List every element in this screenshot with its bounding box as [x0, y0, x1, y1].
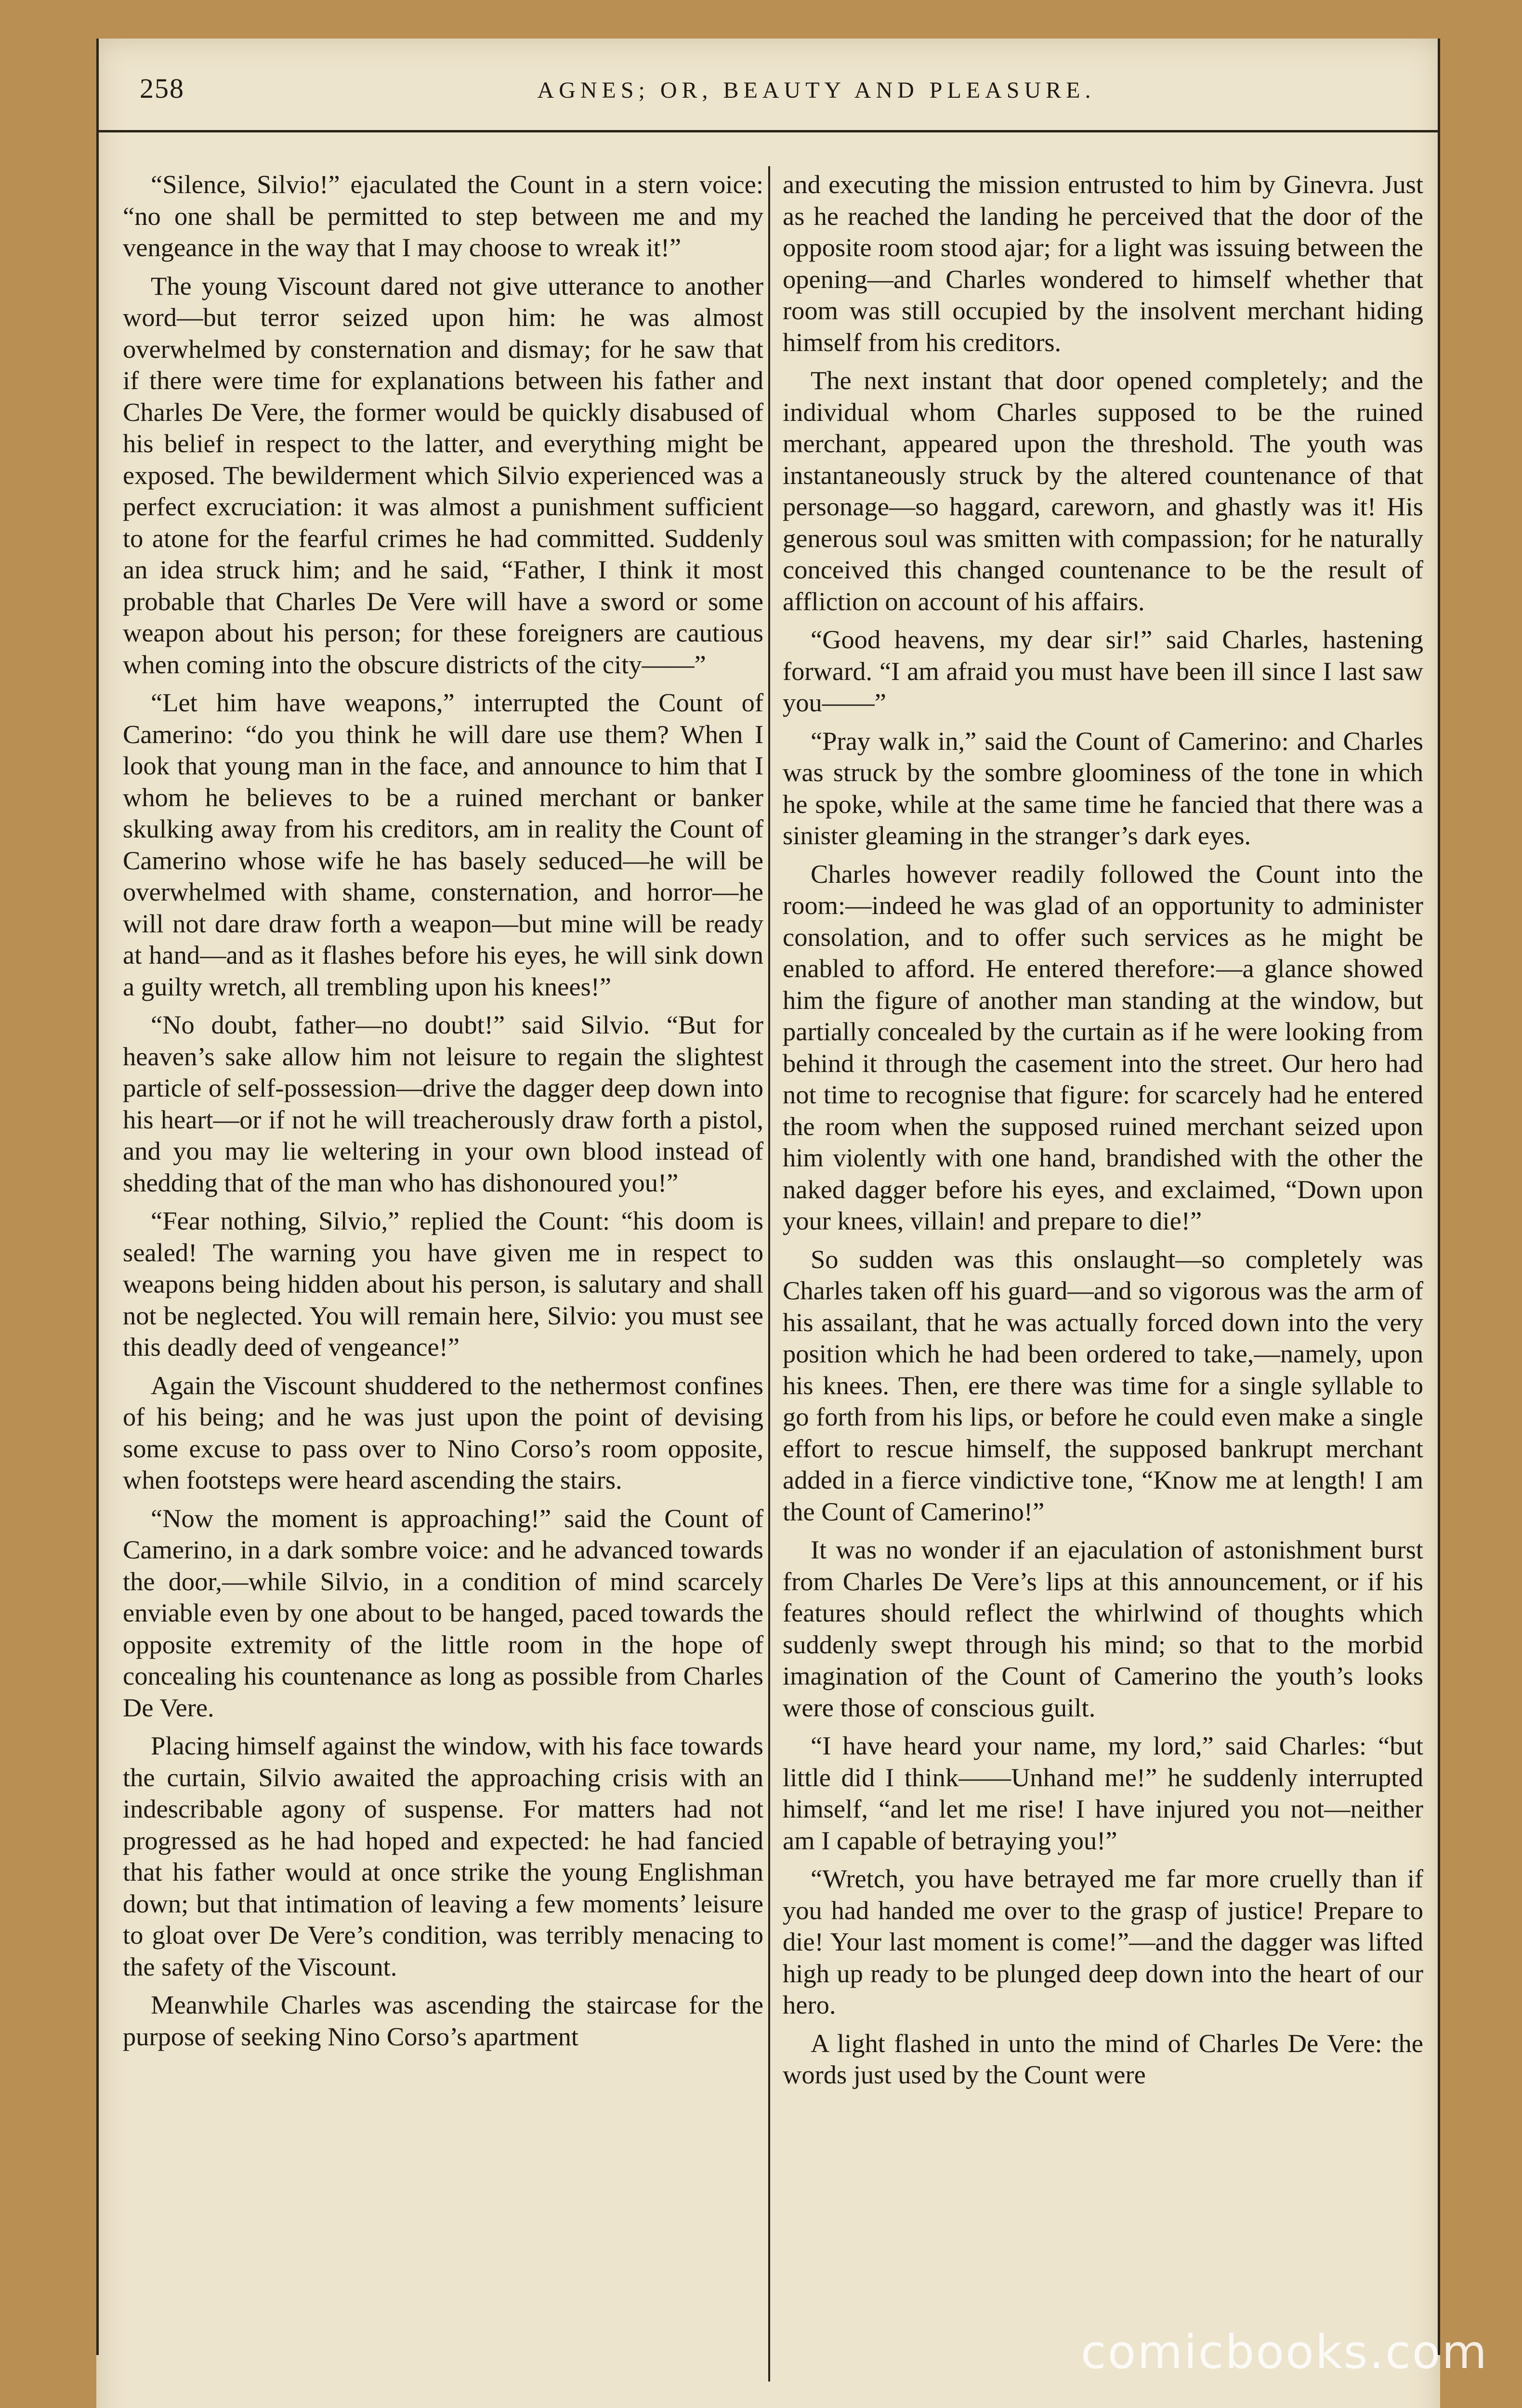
paragraph: “Pray walk in,” said the Count of Camerino: and Charles was struck by the sombre gloominess of the tone in which he spoke, while at the same time he fancied that there was a sinister gleaming in the stranger’s dark eyes.: [783, 726, 1423, 850]
frame-rule-left: [96, 39, 99, 2355]
paragraph: “Wretch, you have betrayed me far more cruelly than if you had handed me over to the grasp of justice! Prepare to die! Your last moment is come!”—and the dagger was lifted high up ready to be plunged deep down into the heart of our hero.: [783, 1864, 1423, 2019]
paragraph: “Now the moment is approaching!” said the Count of Camerino, in a dark sombre voice: and he advanced towards the door,—while Silvio, in a condition of mind scarcely enviable even by one about to be hanged, paced towards the opposite extremity of the little room in the hope of concealing his countenance as long as possible from Charles De Vere.: [123, 1503, 763, 1722]
paragraph: It was no wonder if an ejaculation of astonishment burst from Charles De Vere’s lips at this announcement, or if his features should reflect the whirlwind of thoughts which suddenly swept through his mind; so that to the morbid imagination of the Count of Camerino the youth’s looks were those of conscious guilt.: [783, 1535, 1423, 1722]
paragraph: “Let him have weapons,” interrupted the Count of Camerino: “do you think he will dare use them? When I look that young man in the face, and announce to him that I whom he believes to be a ruined merchant or banker skulking away from his creditors, am in reality the Count of Camerino whose wife he has basely seduced—he will be overwhelmed with shame, consternation, and horror—he will not dare draw forth a weapon—but mine will be ready at hand—and as it flashes before his eyes, he will sink down a guilty wretch, all trembling upon his knees!”: [123, 688, 763, 1001]
paragraph: The next instant that door opened completely; and the individual whom Charles supposed to be the ruined merchant, appeared upon the threshold. The youth was instantaneously struck by the altered countenance of that personage—so haggard, careworn, and ghastly was it! His generous soul was smitten with compassion; for he naturally conceived this changed countenance to be the result of affliction on account of his affairs.: [783, 366, 1423, 616]
paragraph: Placing himself against the window, with his face towards the curtain, Silvio awaited the approaching crisis with an indescribable agony of suspense. For matters had not progressed as he had hoped and expected: he had fancied that his father would at once strike the young Englishman down; but that intimation of leaving a few moments’ leisure to gloat over De Vere’s condition, was terribly menacing to the safety of the Viscount.: [123, 1731, 763, 1981]
paragraph: “Good heavens, my dear sir!” said Charles, hastening forward. “I am afraid you must have been ill since I last saw you——”: [783, 625, 1423, 717]
running-title: AGNES; OR, BEAUTY AND PLEASURE.: [537, 78, 1096, 103]
paragraph: Meanwhile Charles was ascending the staircase for the purpose of seeking Nino Corso’s apartment: [123, 1990, 763, 2051]
paragraph: “No doubt, father—no doubt!” said Silvio. “But for heaven’s sake allow him not leisure to regain the slightest particle of self-possession—drive the dagger deep down into his heart—or if not he will treacherously draw forth a pistol, and you may lie weltering in your own blood instead of shedding that of the man who has dishonoured you!”: [123, 1010, 763, 1197]
right-column: [783, 169, 1423, 2097]
header-rule: [96, 130, 1440, 132]
frame-rule-right: [1438, 39, 1440, 2355]
paragraph: “Fear nothing, Silvio,” replied the Count: “his doom is sealed! The warning you have given me in respect to weapons being hidden about his person, is salutary and shall not be neglected. You will remain here, Silvio: you must see this deadly deed of vengeance!”: [123, 1206, 763, 1361]
left-column: [123, 169, 763, 2059]
paragraph: So sudden was this onslaught—so completely was Charles taken off his guard—and so vigorous was the arm of his assailant, that he was actually forced down into the very position which he had been ordered to take,—namely, upon his knees. Then, ere there was time for a single syllable to go forth from his lips, or before he could even make a single effort to rescue himself, the supposed bankrupt merchant added in a fierce vindictive tone, “Know me at length! I am the Count of Camerino!”: [783, 1244, 1423, 1526]
paragraph: “Silence, Silvio!” ejaculated the Count in a stern voice: “no one shall be permitted to step between me and my vengeance in the way that I may choose to wreak it!”: [123, 170, 763, 262]
column-divider: [768, 166, 770, 2382]
paragraph: “I have heard your name, my lord,” said Charles: “but little did I think——Unhand me!” he suddenly interrupted himself, “and let me rise! I have injured you not—neither am I capable of betraying you!”: [783, 1731, 1423, 1855]
page-number: 258: [140, 73, 184, 104]
watermark: comicbooks.com: [1080, 2325, 1488, 2379]
paragraph: Again the Viscount shuddered to the nethermost confines of his being; and he was just upon the point of devising some excuse to pass over to Nino Corso’s room opposite, when footsteps were heard ascending the stairs.: [123, 1370, 763, 1494]
book-page: [96, 39, 1440, 2408]
paragraph: The young Viscount dared not give utterance to another word—but terror seized upon him: he was almost overwhelmed by consternation and dismay; for he saw that if there were time for explanations between his father and Charles De Vere, the former would be quickly disabused of his belief in respect to the latter, and everything might be exposed. The bewilderment which Silvio experienced was a perfect excruciation: it was almost a punishment sufficient to atone for the fearful crimes he had committed. Suddenly an idea struck him; and he said, “Father, I think it most probable that Charles De Vere will have a sword or some weapon about his person; for these foreigners are cautious when coming into the obscure districts of the city——”: [123, 271, 763, 679]
paragraph: and executing the mission entrusted to him by Ginevra. Just as he reached the landing he perceived that the door of the opposite room stood ajar; for a light was issuing between the opening—and Charles wondered to himself whether that room was still occupied by the insolvent merchant hiding himself from his creditors.: [783, 170, 1423, 357]
paragraph: A light flashed in unto the mind of Charles De Vere: the words just used by the Count were: [783, 2028, 1423, 2089]
paragraph: Charles however readily followed the Count into the room:—indeed he was glad of an opportunity to administer consolation, and to offer such services as he might be enabled to afford. He entered therefore:—a glance showed him the figure of another man standing at the window, but partially concealed by the curtain as if he were looking from behind it through the casement into the street. Our hero had not time to recognise that figure: for scarcely had he entered the room when the supposed ruined merchant seized upon him violently with one hand, brandished with the other the naked dagger before his eyes, and exclaimed, “Down upon your knees, villain! and prepare to die!”: [783, 859, 1423, 1235]
